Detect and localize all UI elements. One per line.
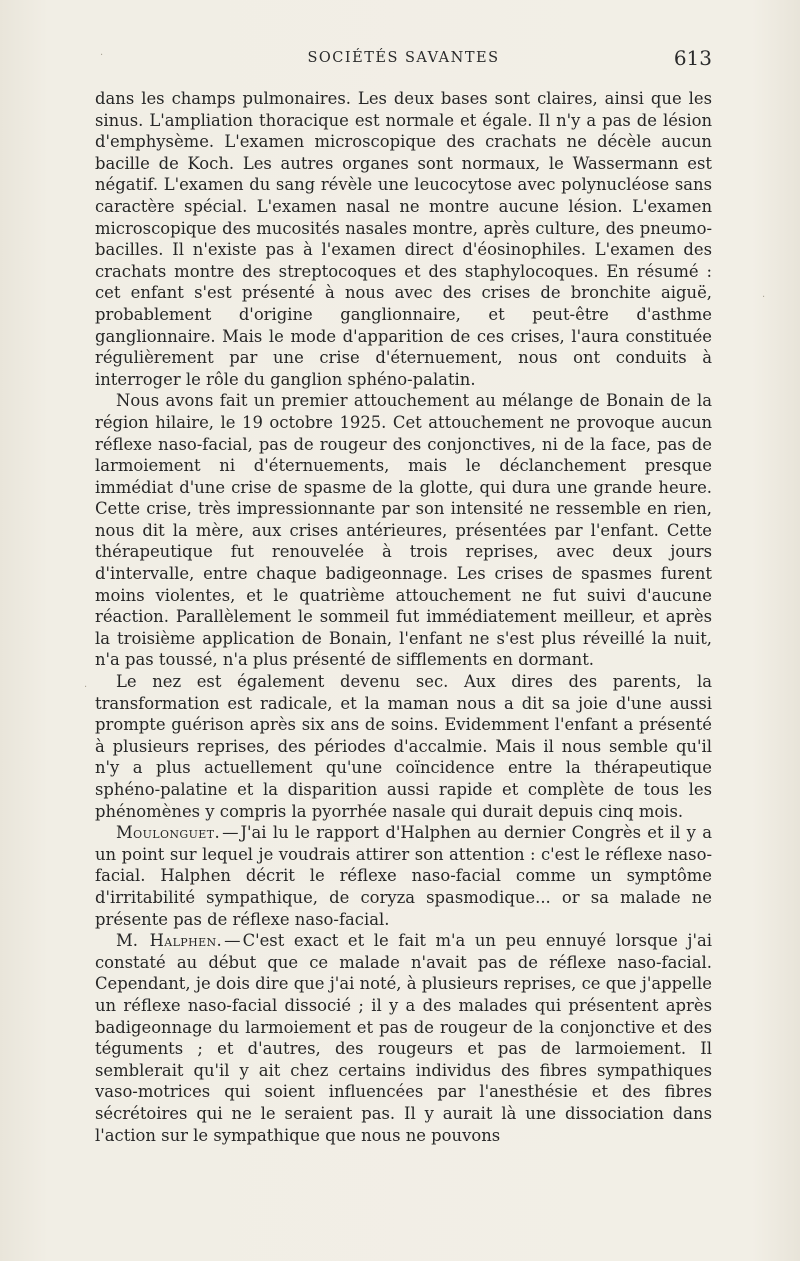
page-number: 613: [673, 46, 712, 70]
speaker-separator: —: [222, 823, 239, 843]
discussion-remark: [95, 822, 712, 930]
paragraph: dans les champs pulmonaires. Les deux bases sont claires, ainsi que les sinus. L'ampliation thoracique est normale et égale. Il n'y a pas de lésion d'emphysème. L'examen microscopique des crachats ne décèle aucun bacille de Koch. Les autres organes sont normaux, le Wassermann est négatif. L'examen du sang révèle une leucocytose avec polynucléose sans caractère spécial. L'examen nasal ne montre aucune lésion. L'examen microscopique des mucosités nasales montre, après culture, des pneumo-bacilles. Il n'existe pas à l'examen direct d'éosinophiles. L'examen des crachats montre des streptocoques et des staphylocoques. En résumé : cet enfant s'est présenté à nous avec des crises de bronchite aiguë, probablement d'origine ganglionnaire, et peut-être d'asthme ganglionnaire. Mais le mode d'apparition de ces crises, l'aura constituée régulièrement par une crise d'éternuement, nous ont conduits à interroger le rôle du ganglion sphéno-palatin.: [95, 89, 712, 389]
margin-speck: ·: [100, 50, 104, 61]
page-header: [95, 46, 712, 76]
discussion-remark: [95, 930, 712, 1146]
remark-text: C'est exact et le fait m'a un peu ennuyé lorsque j'ai constaté au début que ce malade n'avait pas de réflexe naso-facial. Cependant, je dois dire que j'ai noté, à plusieurs reprises, ce que j'appelle un réflexe naso-facial dissocié ; il y a des malades qui présentent après badigeonnage du larmoiement et pas de rougeur de la conjonctive et des téguments ; et d'autres, des rougeurs et pas de larmoiement. Il semblerait qu'il y ait chez certains individus des fibres sympathiques vaso-motrices qui soient influencées par l'anesthésie et des fibres sécrétoires qui ne le seraient pas. Il y aurait là une dissociation dans l'action sur le sympathique que nous ne pouvons: [95, 931, 712, 1145]
paragraph: Le nez est également devenu sec. Aux dires des parents, la transformation est radicale, et la maman nous a dit sa joie d'une aussi prompte guérison après six ans de soins. Evidemment l'enfant a présenté à plusieurs reprises, des périodes d'accalmie. Mais il nous semble qu'il n'y a plus actuellement qu'une coïncidence entre la thérapeutique sphéno-palatine et la disparition aussi rapide et complète de tous les phénomènes y compris la pyorrhée nasale qui durait depuis cinq mois.: [95, 672, 712, 821]
paragraph: Nous avons fait un premier attouchement au mélange de Bonain de la région hilaire, le 19 octobre 1925. Cet attouchement ne provoque aucun réflexe naso-facial, pas de rougeur des conjonctives, ni de la face, pas de larmoiement ni d'éternuements, mais le déclanchement presque immédiat d'une crise de spasme de la glotte, qui dura une grande heure. Cette crise, très impressionnante par son intensité ne ressemble en rien, nous dit la mère, aux crises antérieures, présentées par l'enfant. Cette thérapeutique fut renouvelée à trois reprises, avec deux jours d'intervalle, entre chaque badigeonnage. Les crises de spasmes furent moins violentes, et le quatrième attouchement ne fut suivi d'aucune réaction. Parallèlement le sommeil fut immédiatement meilleur, et après la troisième application de Bonain, l'enfant ne s'est plus réveillé la nuit, n'a pas toussé, n'a plus présenté de sifflements en dormant.: [95, 391, 712, 670]
margin-speck: ·: [762, 292, 766, 303]
speaker-name: Moulonguet.: [116, 823, 221, 843]
speaker-title: M.: [116, 931, 138, 951]
running-head: SOCIÉTÉS SAVANTES: [307, 50, 500, 66]
speaker-name: Halphen.: [149, 931, 223, 951]
margin-speck: ·: [84, 682, 88, 693]
body-text: [95, 88, 712, 1146]
remark-text: J'ai lu le rapport d'Halphen au dernier Congrès et il y a un point sur lequel je voudrais attirer son attention : c'est le réflexe naso-facial. Halphen décrit le réflexe naso-facial comme un symptôme d'irritabilité sympathique, de coryza spasmodique... or sa malade ne présente pas de réflexe naso-facial.: [95, 823, 712, 929]
speaker-separator: —: [224, 931, 241, 951]
